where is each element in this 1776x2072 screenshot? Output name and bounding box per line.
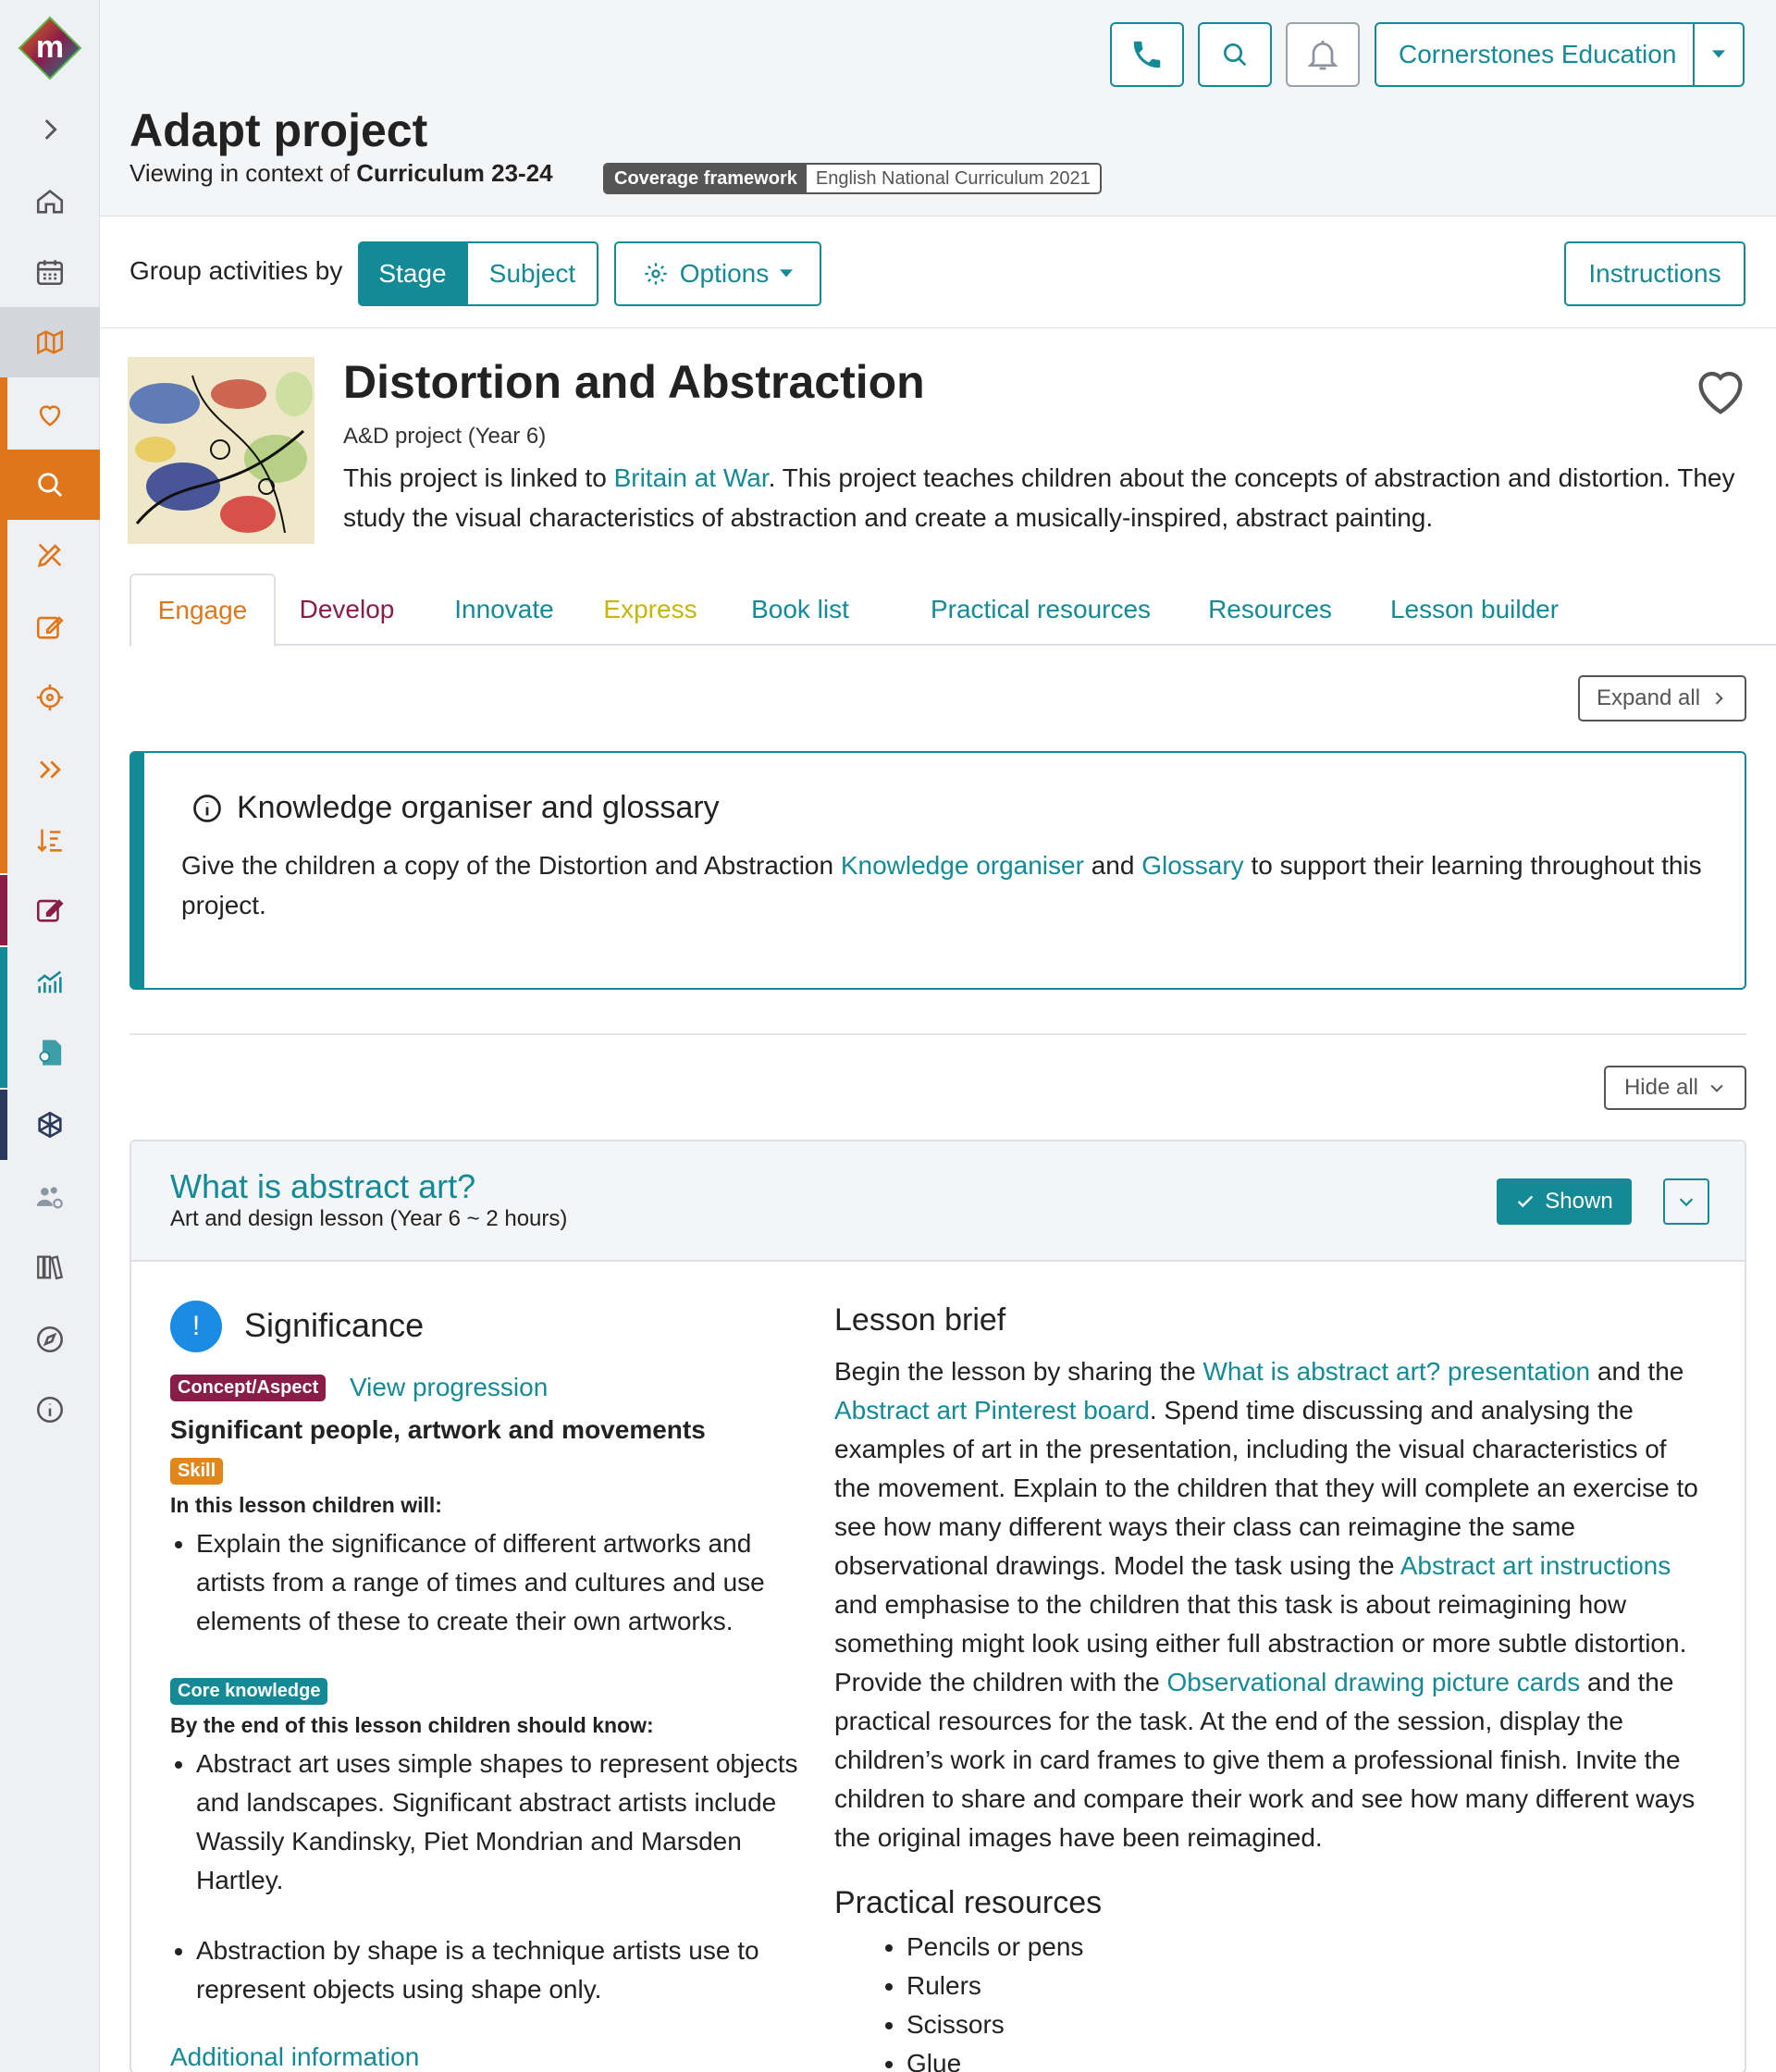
lesson-card	[130, 1140, 1746, 2072]
group-subject-button[interactable]	[466, 241, 598, 306]
library-icon[interactable]	[0, 1232, 100, 1302]
project-thumbnail	[128, 357, 314, 544]
tab-lesson-builder[interactable]	[1389, 574, 1560, 646]
shown-label: Shown	[1545, 1189, 1613, 1214]
pinterest-board-link[interactable]: Abstract art Pinterest board	[834, 1396, 1150, 1424]
info-icon	[191, 792, 224, 825]
concept-badge: Concept/Aspect	[170, 1375, 326, 1401]
notifications-button[interactable]	[1286, 22, 1360, 87]
tab-label: Innovate	[454, 595, 554, 623]
users-settings-icon[interactable]	[0, 1162, 100, 1232]
network-icon[interactable]	[0, 1090, 100, 1160]
concept-title: Significant people, artwork and movements	[170, 1415, 706, 1444]
hide-all-button[interactable]	[1604, 1066, 1746, 1110]
lesson-brief-title: Lesson brief	[834, 1302, 1006, 1338]
tab-book-list[interactable]	[740, 574, 860, 646]
chevron-right-icon	[1709, 689, 1728, 708]
knowledge-text-a: Give the children a copy of the Distortion and Abstraction	[181, 851, 834, 880]
skill-list	[170, 1524, 781, 1672]
brief-text: and the practical resources for the task. At the end of the session, display the children’s work in card frames to give them a professional finish. Invite the children to share and compare their work and see how many different ways the original images have been reimagined.	[834, 1668, 1696, 1852]
svg-text:m: m	[35, 30, 65, 65]
stage-label: Stage	[378, 259, 447, 288]
stage-tabs	[130, 574, 1776, 646]
page-title: Adapt project	[130, 105, 428, 156]
context-prefix: Viewing in context of	[130, 159, 350, 187]
presentation-link[interactable]: What is abstract art? presentation	[1202, 1357, 1591, 1386]
map-icon[interactable]	[0, 307, 100, 377]
list-item: • Abstraction by shape is a technique artists use to represent objects using shape only.	[196, 1931, 799, 2009]
view-progression-link[interactable]: View progression	[350, 1373, 549, 1401]
lesson-title[interactable]: What is abstract art?	[170, 1167, 476, 1205]
project-title: Distortion and Abstraction	[343, 356, 925, 408]
lesson-brief-text	[834, 1352, 1704, 1857]
desc-suffix: . This project teaches children about the concepts of abstraction and distortion. They study the visual characteristics of abstraction and create a musically-inspired, abstract painting.	[343, 463, 1735, 532]
app-logo[interactable]	[0, 13, 100, 83]
significance-title: Significance	[244, 1306, 425, 1344]
favourite-button[interactable]	[1691, 363, 1750, 426]
header-search-button[interactable]	[1198, 22, 1272, 87]
abstract-artwork-image	[128, 357, 314, 544]
group-stage-button[interactable]	[358, 241, 467, 306]
bell-icon	[1304, 36, 1341, 73]
desc-prefix: This project is linked to	[343, 463, 607, 492]
knowledge-title	[191, 790, 720, 826]
tab-label: Book list	[751, 595, 849, 623]
brief-text: and emphasise to the children that this task is about reimagining how something might look using either full abstraction or more subtle distortion. Provide the children with the	[834, 1590, 1687, 1696]
glossary-link[interactable]: Glossary	[1141, 851, 1244, 880]
analytics-icon[interactable]	[0, 947, 100, 1018]
instructions-link[interactable]: Abstract art instructions	[1400, 1551, 1671, 1580]
target-icon[interactable]	[0, 662, 100, 733]
knowledge-organiser-link[interactable]: Knowledge organiser	[840, 851, 1084, 880]
document-search-icon[interactable]	[0, 1018, 100, 1088]
search-icon	[1220, 40, 1250, 69]
design-tools-icon[interactable]	[0, 520, 100, 590]
sort-icon[interactable]	[0, 805, 100, 875]
additional-information-link[interactable]: Additional information	[170, 2042, 420, 2071]
tab-resources[interactable]	[1210, 574, 1330, 646]
tab-practical-resources[interactable]	[930, 574, 1152, 646]
tab-label: Lesson builder	[1389, 595, 1560, 623]
list-item: • Scissors	[906, 2005, 1083, 2044]
knowledge-text-b: and	[1091, 851, 1135, 880]
knowledge-organiser-box	[130, 751, 1746, 990]
brief-text: . Spend time discussing and analysing the examples of art in the presentation, including the visual characteristics of the movement. Explain to the children that they will complete an exercise to see how many different ways their class can reimagine the same observational drawings. Model the task using the	[834, 1396, 1698, 1580]
list-item: • Pencils or pens	[906, 1928, 1083, 1967]
search-icon[interactable]	[0, 450, 100, 520]
practical-resources-title: Practical resources	[834, 1885, 1103, 1920]
project-description	[343, 458, 1749, 537]
tab-label: Express	[603, 595, 697, 623]
check-icon	[1515, 1191, 1536, 1212]
edit-icon[interactable]	[0, 592, 100, 662]
org-switcher[interactable]	[1375, 22, 1745, 87]
assessment-edit-icon[interactable]	[0, 875, 100, 945]
core-knowledge-badge: Core knowledge	[170, 1678, 327, 1705]
knowledge-text-c: to support their learning throughout this project.	[181, 851, 1702, 919]
chevron-down-icon	[1708, 1079, 1726, 1097]
shown-toggle-button[interactable]	[1497, 1178, 1632, 1225]
page-header	[100, 0, 1776, 216]
instructions-label: Instructions	[1588, 259, 1721, 288]
list-item: • Explain the significance of different artworks and artists from a range of times and cultures and use elements of these to create their own artworks.	[196, 1524, 781, 1641]
tab-develop[interactable]	[287, 574, 407, 646]
home-icon[interactable]	[0, 166, 100, 237]
phone-icon	[1129, 37, 1165, 72]
expand-all-button[interactable]	[1578, 675, 1746, 722]
context-line	[130, 159, 553, 188]
significance-icon: !	[170, 1301, 222, 1352]
phone-button[interactable]	[1110, 22, 1184, 87]
tab-label: Develop	[299, 595, 395, 623]
list-item: • Abstract art uses simple shapes to represent objects and landscapes. Significant abstract artists include Wassily Kandinsky, Piet Mondrian and Marsden Hartley.	[196, 1745, 799, 1900]
tab-label: Engage	[157, 596, 248, 624]
context-name: Curriculum 23-24	[356, 159, 553, 187]
skill-badge: Skill	[170, 1458, 223, 1485]
instructions-button[interactable]	[1564, 241, 1745, 306]
brief-text: Begin the lesson by sharing the	[834, 1357, 1196, 1386]
tab-express[interactable]	[599, 574, 701, 646]
knowledge-text	[181, 845, 1735, 925]
info-icon[interactable]	[0, 1375, 100, 1445]
org-name: Cornerstones Education	[1399, 40, 1677, 68]
subject-label: Subject	[488, 259, 576, 288]
lesson-header	[131, 1141, 1745, 1262]
calendar-icon[interactable]	[0, 237, 100, 307]
coverage-key: Coverage framework	[605, 165, 807, 192]
group-label: Group activities by	[130, 256, 343, 285]
toolbar	[100, 217, 1776, 328]
core-intro: By the end of this lesson children should know:	[170, 1713, 654, 1737]
knowledge-title-text: Knowledge organiser and glossary	[237, 790, 720, 825]
list-item: • Glue	[906, 2044, 1083, 2072]
section-divider	[130, 1033, 1746, 1035]
compass-icon[interactable]	[0, 1304, 100, 1375]
hide-all-label: Hide all	[1623, 1075, 1699, 1100]
chevron-down-icon[interactable]	[1693, 24, 1743, 85]
tab-label: Practical resources	[930, 595, 1152, 623]
coverage-framework-badge	[603, 163, 1102, 194]
fast-forward-icon[interactable]	[0, 734, 100, 805]
options-label: Options	[679, 259, 770, 288]
expand-all-label: Expand all	[1596, 685, 1701, 710]
expand-sidebar-icon[interactable]	[0, 94, 100, 165]
list-item: • Rulers	[906, 1967, 1083, 2005]
sidebar	[0, 0, 100, 2072]
linked-project-link[interactable]: Britain at War	[613, 463, 769, 492]
lesson-subtitle: Art and design lesson (Year 6 ~ 2 hours)	[170, 1206, 568, 1231]
chevron-down-icon	[1676, 1191, 1696, 1212]
tab-innovate[interactable]	[444, 574, 564, 646]
core-knowledge-list	[170, 1745, 799, 2041]
picture-cards-link[interactable]: Observational drawing picture cards	[1166, 1668, 1581, 1696]
heart-icon[interactable]	[0, 379, 100, 450]
tab-engage[interactable]	[130, 574, 276, 648]
skill-intro: In this lesson children will:	[170, 1493, 442, 1517]
tab-label: Resources	[1208, 595, 1332, 623]
gear-icon	[643, 261, 669, 287]
options-button[interactable]	[614, 241, 821, 306]
practical-resources-list	[884, 1928, 1083, 2072]
logo-icon	[18, 16, 82, 80]
lesson-collapse-button[interactable]	[1663, 1178, 1709, 1225]
project-subtitle: A&D project (Year 6)	[343, 424, 547, 449]
coverage-value: English National Curriculum 2021	[807, 165, 1100, 192]
brief-text: and the	[1597, 1357, 1684, 1386]
heart-icon	[1691, 363, 1750, 422]
caret-down-icon	[780, 269, 793, 278]
